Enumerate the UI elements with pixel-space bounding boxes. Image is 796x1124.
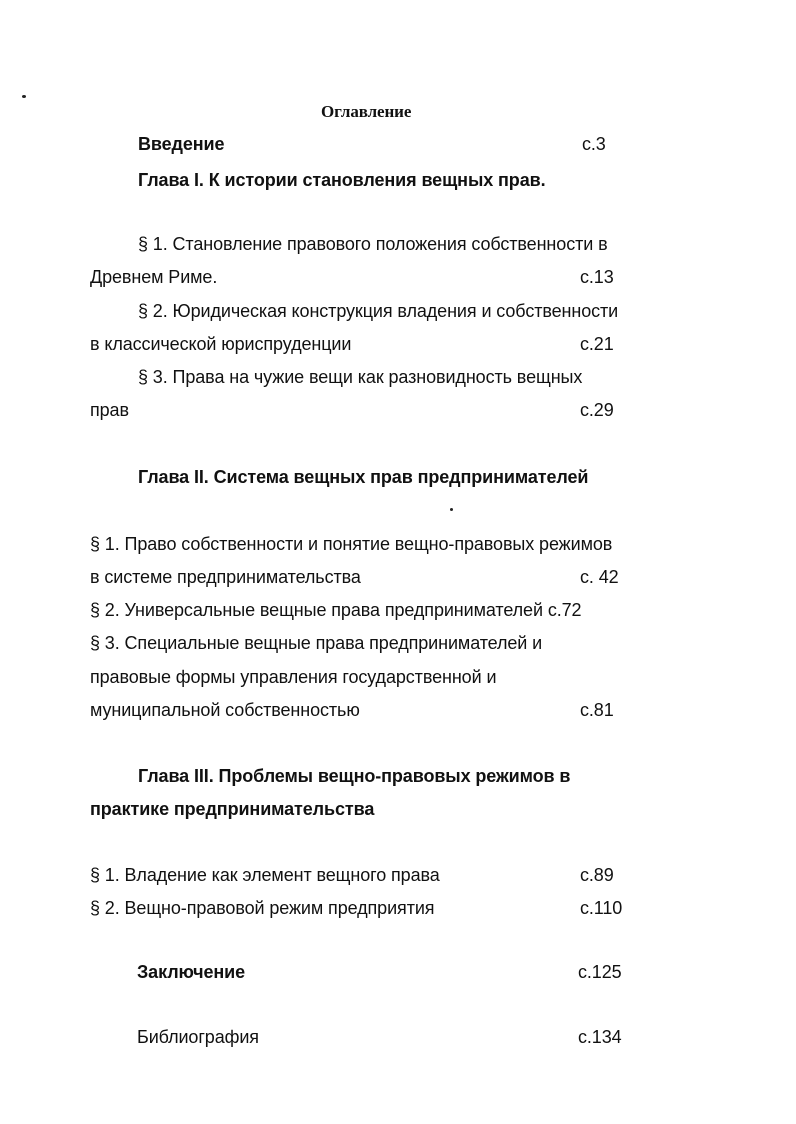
chapter3-heading-line2: практике предпринимательства (90, 799, 375, 819)
chapter1-section1-line2: Древнем Риме. (90, 267, 218, 287)
chapter1-section3-page: с.29 (580, 400, 614, 420)
chapter2-heading: Глава II. Система вещных прав предпринимателей (138, 467, 589, 487)
chapter3-section2-page: с.110 (580, 898, 623, 918)
chapter2-section1-page: с. 42 (580, 567, 619, 587)
chapter2-section3-line2: правовые формы управления государственной и (90, 667, 497, 687)
chapter3-heading-line1: Глава III. Проблемы вещно-правовых режимов в (138, 766, 571, 786)
chapter1-heading: Глава I. К истории становления вещных прав. (138, 170, 546, 190)
chapter1-section1-line1: § 1. Становление правового положения собственности в (138, 234, 608, 254)
toc-bibliography-label: Библиография (137, 1027, 259, 1047)
chapter1-section2-line1: § 2. Юридическая конструкция владения и собственности (138, 301, 619, 321)
chapter2-section1-line2: в системе предпринимательства (90, 567, 361, 587)
chapter2-section1-line1: § 1. Право собственности и понятие вещно-правовых режимов (90, 534, 613, 554)
toc-intro-page: с.3 (582, 134, 606, 154)
toc-conclusion-label: Заключение (137, 962, 246, 982)
scan-speck (450, 508, 453, 511)
chapter1-section2-page: с.21 (580, 334, 614, 354)
chapter3-section1-line1: § 1. Владение как элемент вещного права (90, 865, 440, 885)
chapter3-section1-page: с.89 (580, 865, 614, 885)
chapter2-section3-line1: § 3. Специальные вещные права предпринимателей и (90, 633, 543, 653)
scan-speck (22, 95, 26, 98)
chapter2-section3-line3: муниципальной собственностью (90, 700, 360, 720)
toc-title: Оглавление (321, 102, 412, 121)
toc-bibliography-page: с.134 (578, 1027, 622, 1047)
chapter3-section2-line1: § 2. Вещно-правовой режим предприятия (90, 898, 435, 918)
chapter1-section1-page: с.13 (580, 267, 614, 287)
chapter2-section3-page: с.81 (580, 700, 614, 720)
chapter1-section3-line1: § 3. Права на чужие вещи как разновидность вещных (138, 367, 583, 387)
chapter2-section2-line1: § 2. Универсальные вещные права предпринимателей с.72 (90, 600, 582, 620)
chapter1-section3-line2: прав (90, 400, 129, 420)
chapter1-section2-line2: в классической юриспруденции (90, 334, 352, 354)
toc-conclusion-page: с.125 (578, 962, 622, 982)
toc-intro-label: Введение (138, 134, 225, 154)
